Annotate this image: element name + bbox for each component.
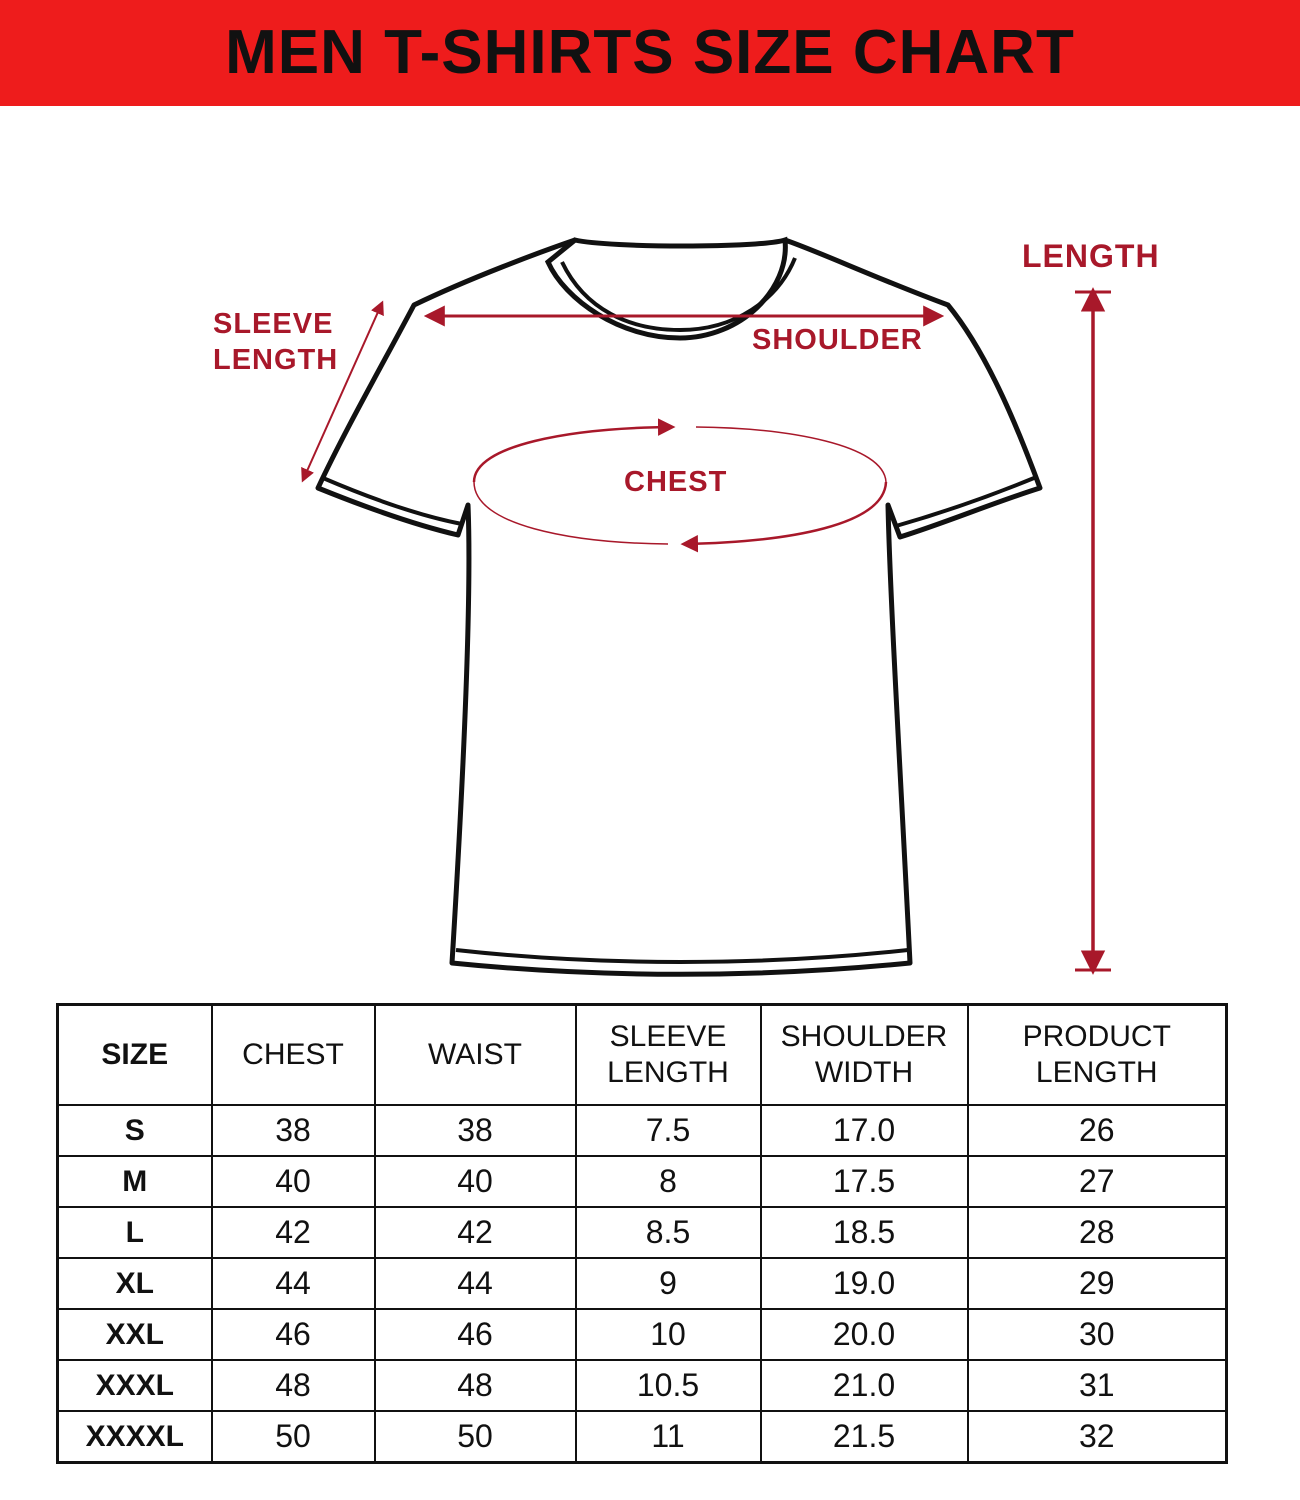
cell-chest: 48 <box>212 1360 375 1411</box>
cell-sleeve-length: 7.5 <box>576 1105 761 1156</box>
cell-product-length: 29 <box>968 1258 1227 1309</box>
cell-product-length: 28 <box>968 1207 1227 1258</box>
cell-waist: 46 <box>375 1309 576 1360</box>
cell-shoulder-width: 17.5 <box>761 1156 968 1207</box>
length-label: LENGTH <box>1022 238 1160 274</box>
cell-chest: 50 <box>212 1411 375 1463</box>
table-row <box>58 1105 1227 1156</box>
cell-shoulder-width: 17.0 <box>761 1105 968 1156</box>
cell-sleeve-length: 10.5 <box>576 1360 761 1411</box>
table-row <box>58 1360 1227 1411</box>
cell-sleeve-length: 8 <box>576 1156 761 1207</box>
table-row <box>58 1411 1227 1463</box>
cell-sleeve-length: 11 <box>576 1411 761 1463</box>
cell-waist: 44 <box>375 1258 576 1309</box>
cell-waist: 50 <box>375 1411 576 1463</box>
tshirt-outline <box>318 240 1040 974</box>
cell-shoulder-width: 20.0 <box>761 1309 968 1360</box>
cell-chest: 40 <box>212 1156 375 1207</box>
cell-product-length: 27 <box>968 1156 1227 1207</box>
shoulder-label: SHOULDER <box>752 324 923 356</box>
table-row <box>58 1258 1227 1309</box>
cell-size: XL <box>58 1258 212 1309</box>
table-row <box>58 1309 1227 1360</box>
cell-size: S <box>58 1105 212 1156</box>
chest-label: CHEST <box>624 466 728 498</box>
cell-shoulder-width: 19.0 <box>761 1258 968 1309</box>
cell-chest: 44 <box>212 1258 375 1309</box>
cell-size: M <box>58 1156 212 1207</box>
cell-waist: 48 <box>375 1360 576 1411</box>
cell-chest: 46 <box>212 1309 375 1360</box>
cell-product-length: 31 <box>968 1360 1227 1411</box>
cell-product-length: 26 <box>968 1105 1227 1156</box>
cell-waist: 38 <box>375 1105 576 1156</box>
cell-shoulder-width: 21.0 <box>761 1360 968 1411</box>
cell-shoulder-width: 21.5 <box>761 1411 968 1463</box>
cell-size: XXXXL <box>58 1411 212 1463</box>
table-body <box>58 1105 1227 1463</box>
cell-sleeve-length: 8.5 <box>576 1207 761 1258</box>
table-header-row <box>58 1005 1227 1106</box>
column-header-chest: CHEST <box>212 1005 375 1106</box>
table-row <box>58 1156 1227 1207</box>
column-header-waist: WAIST <box>375 1005 576 1106</box>
page-title: MEN T-SHIRTS SIZE CHART <box>225 18 1075 87</box>
cell-size: XXXL <box>58 1360 212 1411</box>
table-row <box>58 1207 1227 1258</box>
column-header-size: SIZE <box>58 1005 212 1106</box>
tshirt-diagram <box>0 106 1300 1000</box>
cell-size: L <box>58 1207 212 1258</box>
cell-chest: 42 <box>212 1207 375 1258</box>
cell-sleeve-length: 9 <box>576 1258 761 1309</box>
cell-size: XXL <box>58 1309 212 1360</box>
cell-sleeve-length: 10 <box>576 1309 761 1360</box>
title-banner <box>0 0 1300 106</box>
cell-product-length: 30 <box>968 1309 1227 1360</box>
cell-waist: 40 <box>375 1156 576 1207</box>
cell-waist: 42 <box>375 1207 576 1258</box>
column-header-shoulder-width: SHOULDER WIDTH <box>761 1005 968 1106</box>
sleeve-length-label: SLEEVE LENGTH <box>213 308 339 376</box>
cell-product-length: 32 <box>968 1411 1227 1463</box>
column-header-product-length: PRODUCT LENGTH <box>968 1005 1227 1106</box>
cell-shoulder-width: 18.5 <box>761 1207 968 1258</box>
cell-chest: 38 <box>212 1105 375 1156</box>
column-header-sleeve-length: SLEEVE LENGTH <box>576 1005 761 1106</box>
size-table <box>56 1003 1228 1464</box>
